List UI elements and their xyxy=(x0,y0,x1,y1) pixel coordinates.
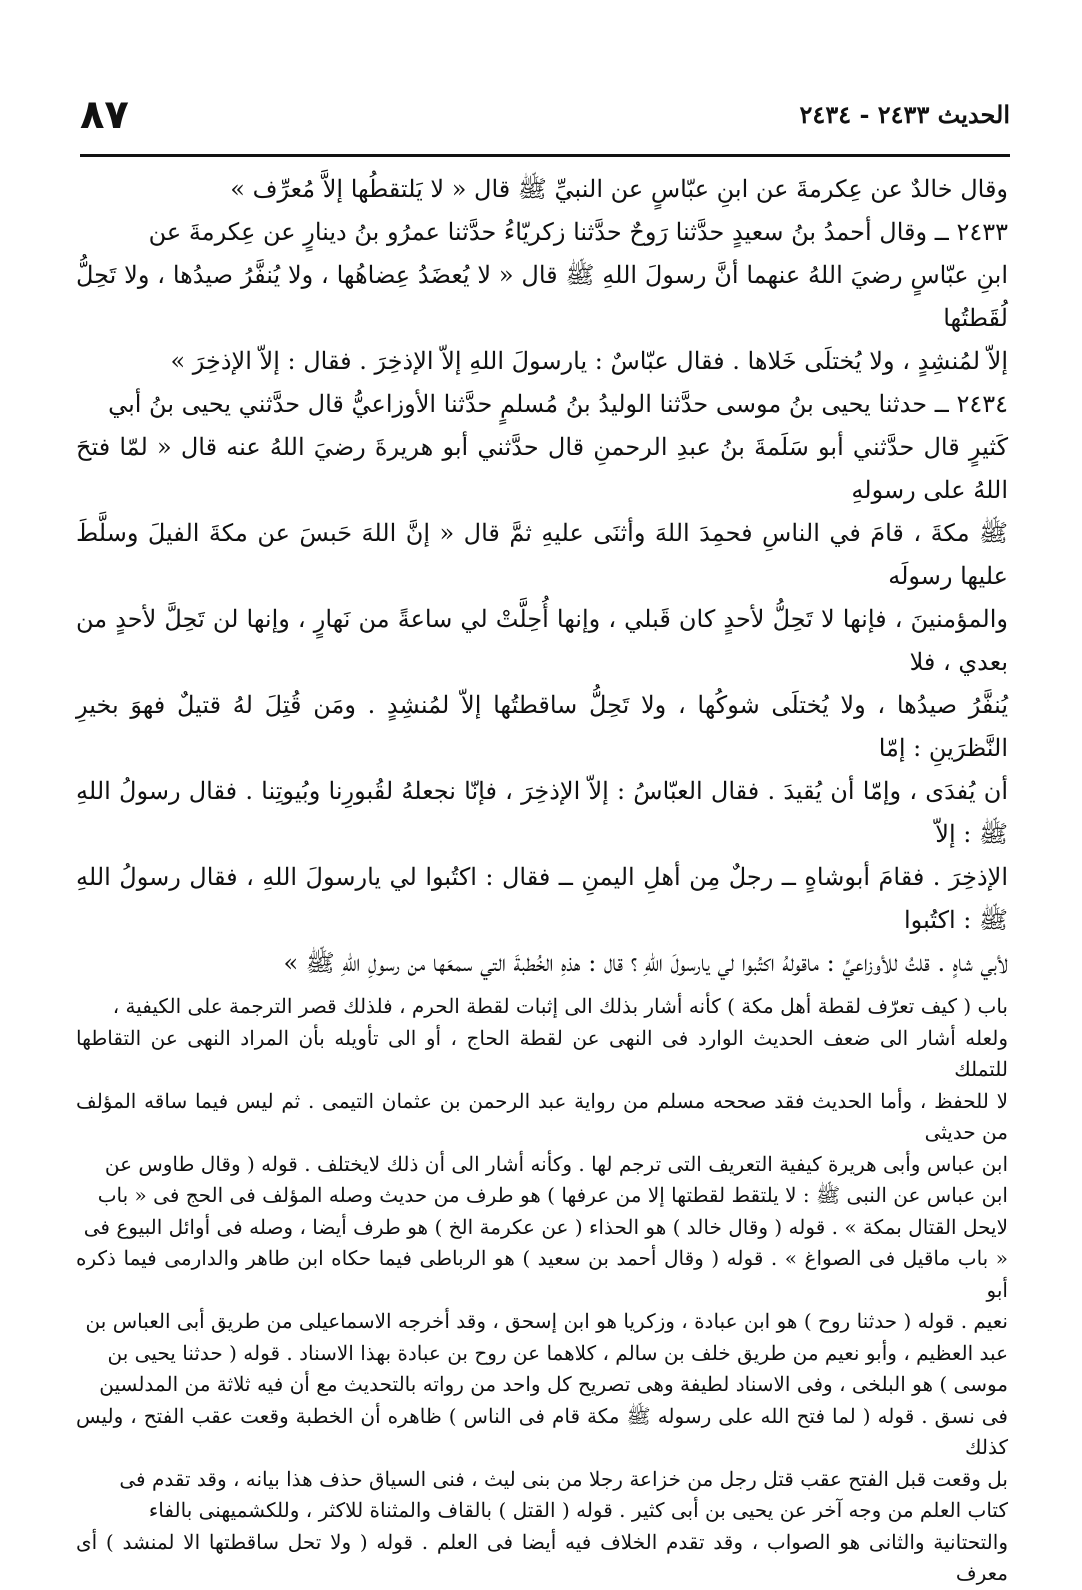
hadith-line: ﷺ مكةَ ، قامَ في الناسِ فحمِدَ اللهَ وأثنَى عليهِ ثمَّ قال « إنَّ اللهَ حَبسَ عن مكةَ الفيلَ وسلَّطَ عليها رسولَه xyxy=(76,519,1008,590)
hadith-line: إلاّ لمُنشِدٍ ، ولا يُختلَى خَلاها . فقال عبّاسٌ : يارسولَ اللهِ إلاّ الإذخِرَ . فقال : إلاّ الإذخِرَ » xyxy=(170,347,1008,375)
page-body xyxy=(76,168,1008,1585)
hadith-line: أن يُفدَى ، وإمّا أن يُقيدَ . فقال العبّاسُ : إلاّ الإذخِرَ ، فإنّا نجعلهُ لقُبورِنا وبُيوتِنا . فقال رسولُ اللهِ ﷺ : إلاّ xyxy=(76,777,1008,848)
commentary-line: فى نسق . قوله ( لما فتح الله على رسوله ﷺ مكة قام فى الناس ) ظاهره أن الخطبة وقعت عقب الفتح ، وليس كذلك xyxy=(76,1403,1008,1459)
commentary-line: والتحتانية والثانى هو الصواب ، وقد تقدم الخلاف فيه أيضا فى العلم . قوله ( ولا تحل ساقطتها الا لمنشد ) أى معرف xyxy=(76,1529,1008,1585)
commentary-line: نعيم . قوله ( حدثنا روح ) هو ابن عبادة ، وزكريا هو ابن إسحق ، وقد أخرجه الاسماعيلى من طريق أبى العباس بن xyxy=(85,1309,1008,1333)
commentary-line: ابن عباس عن النبى ﷺ : لا يلتقط لقطتها إلا من عرفها ) هو طرف من حديث وصله المؤلف فى الحج فى « باب xyxy=(97,1183,1008,1207)
hadith-line: وقال خالدٌ عن عِكرمةَ عن ابنِ عبّاسٍ عن النبيِّ ﷺ قال « لا يَلتقطُها إلاَّ مُعرِّف » xyxy=(230,175,1008,203)
commentary-line: بل وقعت قبل الفتح عقب قتل رجل من خزاعة رجلا من بنى ليث ، فنى السياق حذف هذا بيانه ، وقد تقدم فى xyxy=(119,1466,1008,1491)
hadith-line: كَثيرٍ قال حدَّثني أبو سَلَمةَ بنُ عبدِ الرحمنِ قال حدَّثني أبو هريرةَ رضيَ اللهُ عنه قال « لمّا فتحَ اللهُ على رسولهِ xyxy=(76,433,1008,504)
hadith-line: يُنفَّرُ صيدُها ، ولا يُختلَى شوكُها ، ولا تَحِلُّ ساقطتُها إلاّ لمُنشِدٍ . ومَن قُتِلَ لهُ قتيلٌ فهوَ بخيرِ النَّظرَينِ : إمّا xyxy=(76,691,1008,762)
commentary-line: ابن عباس وأبى هريرة كيفية التعريف التى ترجم لها . وكأنه أشار الى أن ذلك لايختلف . قوله ( وقال طاوس عن xyxy=(104,1151,1008,1176)
commentary-text xyxy=(76,991,1008,1590)
page-header xyxy=(80,88,1010,157)
commentary-line: لا للحفظ ، وأما الحديث فقد صححه مسلم من رواية عبد الرحمن بن عثمان التيمى . ثم ليس فيما ساقه المؤلف من حديثى xyxy=(76,1088,1008,1144)
page-number: ٨٧ xyxy=(80,92,129,138)
commentary-line: لايحل القتال بمكة » . قوله ( وقال خالد ) هو الحذاء ( عن عكرمة الخ ) هو طرف أيضا ، وصله فى أوائل البيوع فى xyxy=(83,1214,1008,1239)
running-head: الحديث ٢٤٣٣ - ٢٤٣٤ xyxy=(799,100,1010,129)
hadith-line: ٢٤٣٤ ــ حدثنا يحيى بنُ موسى حدَّثنا الوليدُ بنُ مُسلمٍ حدَّثنا الأوزاعيُّ قال حدَّثني يحيى بنُ أبي xyxy=(108,390,1008,418)
hadith-text xyxy=(76,168,1008,985)
commentary-line: موسى ) هو البلخى ، وفى الاسناد لطيفة وهى تصريح كل واحد من رواته بالتحديث مع أن فيه ثلاثة من المدلسين xyxy=(99,1372,1008,1396)
hadith-line: الإذخِرَ . فقامَ أبوشاهٍ ــ رجلٌ مِن أهلِ اليمنِ ــ فقال : اكتُبوا لي يارسولَ اللهِ ، فقال رسولُ اللهِ ﷺ : اكتُبوا xyxy=(76,863,1008,934)
commentary-line: « باب ماقيل فى الصواغ » . قوله ( وقال أحمد بن سعيد ) هو الرباطى فيما حكاه ابن طاهر والدارمى فيما ذكره أبو xyxy=(76,1246,1008,1302)
commentary-line: باب ( كيف تعرّف لقطة أهل مكة ) كأنه أشار بذلك الى إثبات لقطة الحرم ، فلذلك قصر الترجمة على الكيفية ، xyxy=(112,994,1008,1018)
hadith-line: ٢٤٣٣ ــ وقال أحمدُ بنُ سعيدٍ حدَّثنا رَوحٌ حدَّثنا زكريّاءُ حدَّثنا عمرُو بنُ دينارٍ عن عِكرمةَ عن xyxy=(148,218,1008,246)
commentary-line: عبد العظيم ، وأبو نعيم من طريق خلف بن سالم ، كلاهما عن روح بن عبادة بهذا الاسناد . قوله ( حدثنا يحيى بن xyxy=(107,1340,1008,1365)
commentary-line: كتاب العلم من وجه آخر عن يحيى بن أبى كثير . قوله ( القتل ) بالقاف والمثناة للاكثر ، وللكشميهنى بالفاء xyxy=(148,1498,1008,1522)
hadith-line: لأبي شاهٍ . قلتُ للأوزاعيِّ : ماقولهُ اكتُبوا لي يارسولَ اللهِ ؟ قال : هذهِ الخُطبةَ التي سمعَها من رسولِ اللهِ ﷺ » xyxy=(283,949,1008,977)
hadith-line: والمؤمنينَ ، فإنها لا تَحِلُّ لأحدٍ كان قَبلي ، وإنها أُحِلَّتْ لي ساعةً من نَهارٍ ، وإنها لن تَحِلَّ لأحدٍ من بعدي ، فلا xyxy=(76,605,1008,676)
hadith-line: ابنِ عبّاسٍ رضيَ اللهُ عنهما أنَّ رسولَ اللهِ ﷺ قال « لا يُعضَدُ عِضاهُها ، ولا يُنفَّرُ صيدُها ، ولا تَحِلُّ لُقَطتُها xyxy=(76,261,1008,332)
commentary-line: ولعله أشار الى ضعف الحديث الوارد فى النهى عن لقطة الحاج ، أو الى تأويله بأن المراد النهى عن التقاطها للتملك xyxy=(76,1025,1008,1081)
